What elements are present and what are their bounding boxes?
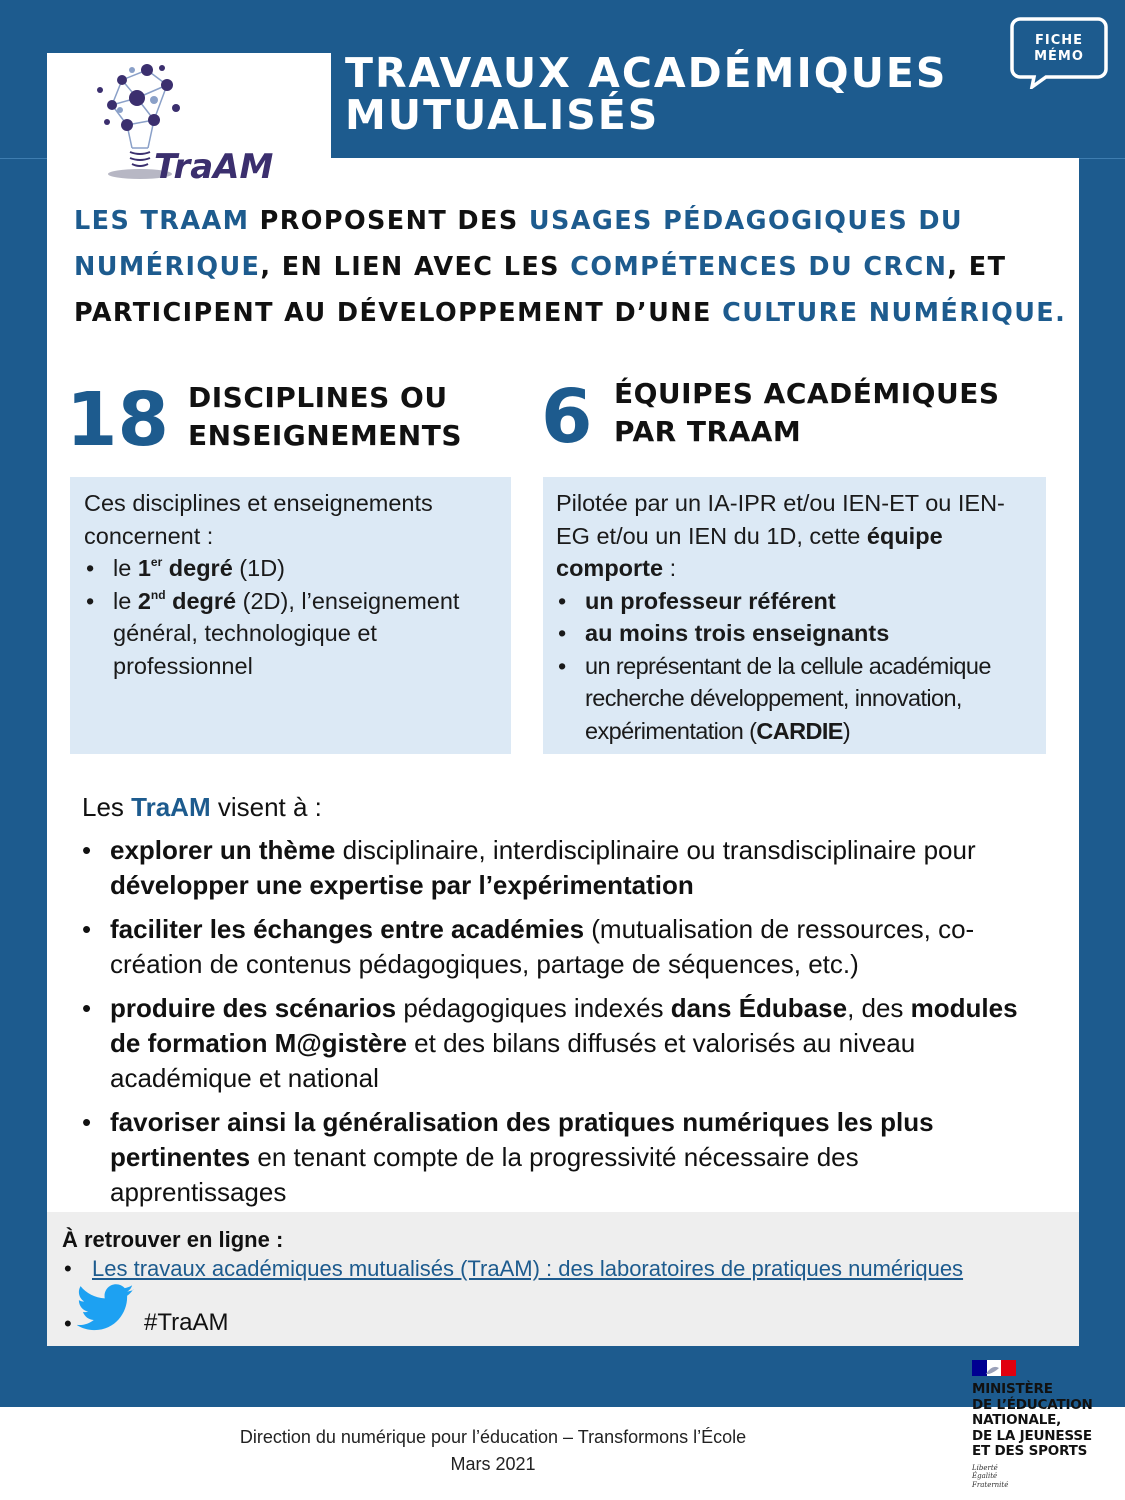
disciplines-intro: Ces disciplines et enseignements concernent : bbox=[84, 490, 433, 549]
stat-disciplines-number: 18 bbox=[66, 377, 169, 463]
list-item: • explorer un thème disciplinaire, interdisciplinaire ou transdisciplinaire pour développer une expertise par l’expérimentation bbox=[80, 833, 1040, 903]
stat-label-line: PAR TRAAM bbox=[614, 415, 802, 448]
hashtag-traam[interactable]: #TraAM bbox=[144, 1309, 229, 1336]
teams-intro: Pilotée par un IA-IPR et/ou IEN-ET ou IEN-EG et/ou un IEN du 1D, cette équipe comporte : bbox=[556, 490, 1005, 581]
intro-text: , EN LIEN AVEC LES bbox=[260, 252, 571, 282]
intro-highlight-crcn: COMPÉTENCES DU CRCN bbox=[570, 252, 948, 282]
list-item bbox=[62, 1255, 1064, 1283]
stat-teams-number: 6 bbox=[541, 374, 593, 460]
bullet: • bbox=[64, 1311, 72, 1336]
intro-statement bbox=[74, 198, 1074, 336]
list-item: • faciliter les échanges entre académies (mutualisation de ressources, co-création de contenus pédagogiques, partage de séquences, etc.) bbox=[80, 912, 1040, 982]
intro-highlight-traam: LES TRAAM bbox=[74, 206, 250, 236]
traam-logo bbox=[92, 60, 282, 182]
disciplines-info-box bbox=[70, 477, 511, 754]
ministry-name: MINISTÈRE DE L’ÉDUCATION NATIONALE, DE LA JEUNESSE ET DES SPORTS bbox=[972, 1381, 1093, 1459]
list-item: • le 1er degré (1D) bbox=[84, 552, 497, 585]
intro-text: PROPOSENT DES bbox=[249, 206, 529, 236]
stat-disciplines-label bbox=[188, 379, 462, 455]
republic-motto: Liberté Égalité Fraternité bbox=[972, 1463, 1009, 1489]
stat-teams-label bbox=[614, 375, 1000, 451]
ministry-logo bbox=[972, 1360, 1120, 1489]
traam-resource-link[interactable]: Les travaux académiques mutualisés (TraAM) : des laboratoires de pratiques numériques bbox=[92, 1256, 964, 1281]
list-item: • le 2nd degré (2D), l’enseignement général, technologique et professionnel bbox=[84, 585, 497, 683]
intro-highlight-usages: USAGES PÉDAGOGIQUES DU NUMÉRIQUE bbox=[74, 206, 964, 282]
fiche-memo-badge bbox=[1010, 17, 1108, 89]
badge-line-1: FICHE bbox=[1034, 33, 1084, 48]
list-item: • favoriser ainsi la généralisation des pratiques numériques les plus pertinentes en tenant compte de la progressivité nécessaire des apprentissages bbox=[80, 1105, 1040, 1210]
marianne-flag-icon bbox=[972, 1360, 1016, 1376]
logo-text: TraAM bbox=[154, 147, 274, 182]
list-item: • au moins trois enseignants bbox=[556, 617, 1038, 650]
degree-list bbox=[84, 552, 497, 682]
teams-info-box bbox=[543, 477, 1046, 754]
stat-label-line: DISCIPLINES OU bbox=[188, 381, 448, 414]
stat-label-line: ENSEIGNEMENTS bbox=[188, 419, 463, 452]
aims-lead: Les TraAM visent à : bbox=[82, 792, 322, 822]
team-members-list bbox=[556, 585, 1038, 748]
footer-line-1: Direction du numérique pour l’éducation – Transformons l’École bbox=[239, 1427, 747, 1447]
aims-section bbox=[80, 790, 1040, 1219]
stat-label-line: ÉQUIPES ACADÉMIQUES bbox=[614, 377, 1000, 410]
footer-date: Mars 2021 bbox=[450, 1454, 536, 1474]
intro-text: , ET PARTICIPENT AU DÉVELOPPEMENT D’UNE bbox=[74, 252, 1007, 328]
list-item: • un représentant de la cellule académique recherche développement, innovation, expérimentation (CARDIE) bbox=[556, 650, 1038, 748]
lightbulb-network-icon bbox=[92, 60, 282, 182]
badge-line-2: MÉMO bbox=[1034, 49, 1084, 64]
list-item: • produire des scénarios pédagogiques indexés dans Édubase, des modules de formation M@gistère et des bilans diffusés et valorisés au niveau académique et national bbox=[80, 991, 1040, 1096]
online-heading: À retrouver en ligne : bbox=[62, 1227, 284, 1252]
aims-list bbox=[80, 833, 1040, 1210]
page-title: TRAVAUX ACADÉMIQUES MUTUALISÉS bbox=[345, 49, 948, 139]
intro-highlight-culture: CULTURE NUMÉRIQUE. bbox=[722, 298, 1067, 328]
twitter-icon[interactable] bbox=[77, 1284, 135, 1332]
online-resources bbox=[47, 1212, 1079, 1346]
footer bbox=[0, 1424, 986, 1478]
list-item: • un professeur référent bbox=[556, 585, 1038, 618]
